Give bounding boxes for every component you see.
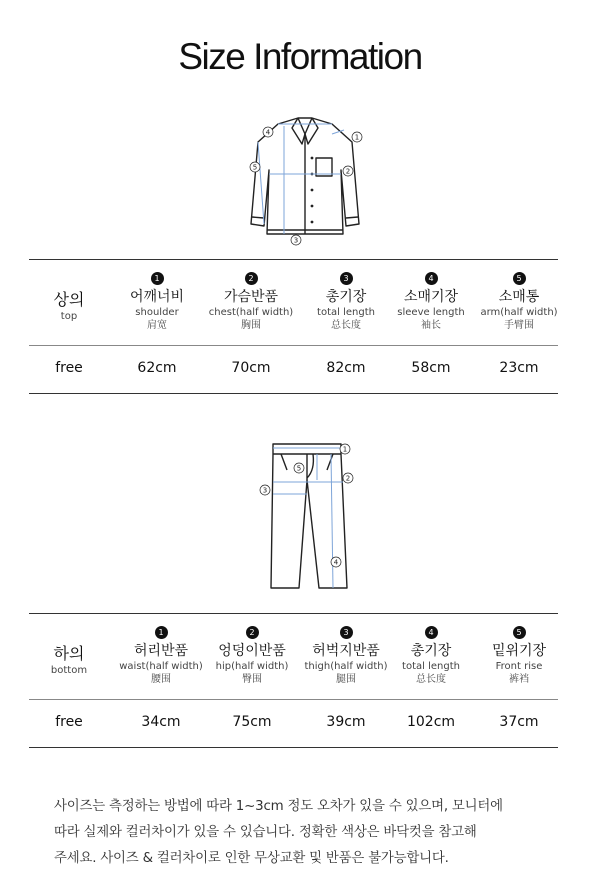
number-badge: 4 xyxy=(425,626,438,639)
number-badge: 3 xyxy=(340,272,353,285)
value-cell: 82cm xyxy=(326,360,366,376)
marker-4: 4 xyxy=(333,558,339,567)
number-badge: 2 xyxy=(245,272,258,285)
column-header: 5 소매통 arm(half width) 手臂围 xyxy=(480,274,558,331)
column-header: 4 총기장 total length 总长度 xyxy=(402,628,460,685)
category-top: 상의 top xyxy=(53,290,85,322)
number-badge: 1 xyxy=(151,272,164,285)
value-cell: 23cm xyxy=(499,360,539,376)
number-badge: 1 xyxy=(155,626,168,639)
page-title: Size Information xyxy=(178,36,422,77)
notice-line: 주세요. 사이즈 & 컬러차이로 인한 무상교환 및 반품은 불가능합니다. xyxy=(54,851,449,866)
bottom-size-table xyxy=(29,613,558,749)
top-size-table xyxy=(29,259,558,395)
column-header: 4 소매기장 sleeve length 袖长 xyxy=(397,274,465,331)
shirt-diagram xyxy=(240,112,370,250)
column-header: 5 밑위기장 Front rise 裤裆 xyxy=(491,628,547,685)
marker-2: 2 xyxy=(345,167,351,176)
row-label: free xyxy=(55,714,83,730)
column-header: 1 허리반품 waist(half width) 腰围 xyxy=(119,628,203,685)
column-header: 2 엉덩이반품 hip(half width) 臀围 xyxy=(215,628,289,685)
marker-4: 4 xyxy=(265,128,271,137)
value-cell: 70cm xyxy=(231,360,271,376)
value-cell: 39cm xyxy=(326,714,366,730)
number-badge: 4 xyxy=(425,272,438,285)
size-notice xyxy=(54,794,574,872)
marker-3: 3 xyxy=(262,486,268,495)
value-cell: 102cm xyxy=(406,714,456,730)
number-badge: 3 xyxy=(340,626,353,639)
value-cell: 58cm xyxy=(411,360,451,376)
table-rule xyxy=(29,345,558,346)
category-bottom: 하의 bottom xyxy=(50,644,88,676)
number-badge: 2 xyxy=(246,626,259,639)
column-header: 3 허벅지반품 thigh(half width) 腿围 xyxy=(304,628,388,685)
marker-3: 3 xyxy=(293,236,299,245)
marker-5: 5 xyxy=(296,464,302,473)
notice-line: 따라 실제와 컬러차이가 있을 수 있습니다. 정확한 색상은 바닥컷을 참고해 xyxy=(54,825,477,840)
marker-1: 1 xyxy=(354,133,360,142)
marker-1: 1 xyxy=(342,445,348,454)
marker-5: 5 xyxy=(252,163,258,172)
table-rule xyxy=(29,613,558,614)
table-rule xyxy=(29,259,558,260)
value-cell: 34cm xyxy=(141,714,181,730)
value-cell: 37cm xyxy=(499,714,539,730)
value-cell: 62cm xyxy=(137,360,177,376)
table-rule xyxy=(29,699,558,700)
value-cell: 75cm xyxy=(232,714,272,730)
number-badge: 5 xyxy=(513,626,526,639)
notice-line: 사이즈는 측정하는 방법에 따라 1~3cm 정도 오차가 있을 수 있으며, 모니터에 xyxy=(54,799,503,814)
table-rule xyxy=(29,747,558,748)
column-header: 1 어깨너비 shoulder 肩宽 xyxy=(129,274,185,331)
column-header: 2 가슴반품 chest(half width) 胸围 xyxy=(208,274,294,331)
pants-diagram xyxy=(255,440,365,600)
marker-2: 2 xyxy=(345,474,351,483)
row-label: free xyxy=(55,360,83,376)
number-badge: 5 xyxy=(513,272,526,285)
table-rule xyxy=(29,393,558,394)
column-header: 3 총기장 total length 总长度 xyxy=(317,274,375,331)
